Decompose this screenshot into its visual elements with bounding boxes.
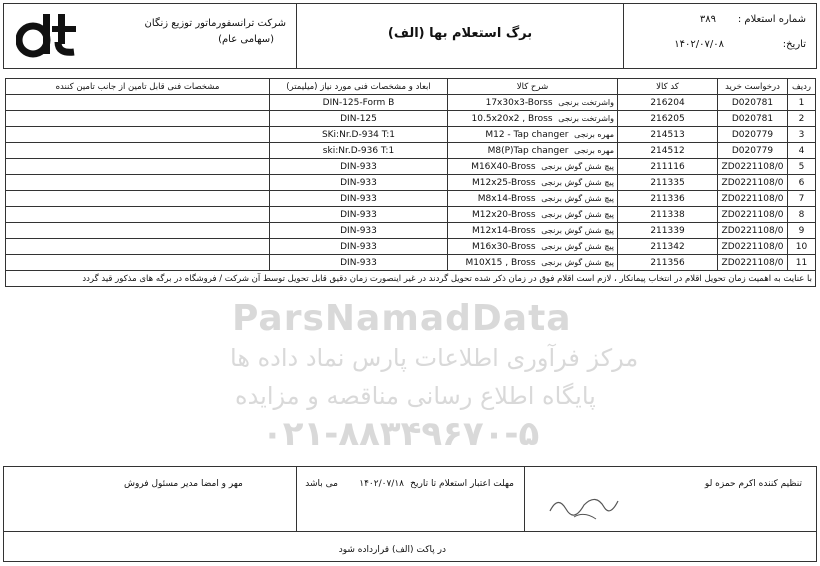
table-row (6, 127, 816, 143)
supplier-spec-cell (6, 143, 270, 159)
description-latin: 17x30x3-Borss (485, 97, 553, 108)
table-row (6, 95, 816, 111)
item-code-cell: 216205 (618, 111, 718, 127)
table-row (6, 255, 816, 271)
item-code-cell: 211338 (618, 207, 718, 223)
signature (544, 485, 624, 525)
supplier-spec-cell (6, 95, 270, 111)
description-persian: پیچ شش گوش برنجی (541, 209, 614, 219)
supplier-spec-cell (6, 191, 270, 207)
item-code-cell: 211356 (618, 255, 718, 271)
required-spec-cell: DIN-933 (270, 159, 448, 175)
item-code-cell: 211339 (618, 223, 718, 239)
purchase-request-cell: ZD0221108/0 (718, 175, 788, 191)
item-code-cell: 211336 (618, 191, 718, 207)
description-latin: M10X15 , Bross (465, 257, 536, 268)
table-row (6, 111, 816, 127)
note-row (6, 271, 816, 287)
col-header-item-code: کد کالا (618, 79, 718, 95)
purchase-request-cell: D020779 (718, 127, 788, 143)
description-latin: 10.5x20x2 , Bross (471, 113, 553, 124)
required-spec-cell: DIN-125 (270, 111, 448, 127)
row-number-cell: 6 (788, 175, 816, 191)
row-number-cell: 4 (788, 143, 816, 159)
supplier-spec-cell (6, 223, 270, 239)
row-number-cell: 11 (788, 255, 816, 271)
row-number-cell: 8 (788, 207, 816, 223)
item-description-cell (448, 159, 618, 175)
item-code-cell: 211342 (618, 239, 718, 255)
description-persian: مهره برنجی (574, 145, 614, 155)
description-persian: مهره برنجی (574, 129, 614, 139)
required-spec-cell: DIN-933 (270, 191, 448, 207)
row-number-cell: 9 (788, 223, 816, 239)
table-row (6, 191, 816, 207)
description-latin: M16x30-Bross (472, 241, 536, 252)
description-latin: M16X40-Bross (471, 161, 536, 172)
table-row (6, 239, 816, 255)
company-logo (16, 12, 80, 60)
col-header-item-description: شرح کالا (448, 79, 618, 95)
item-code-cell: 214512 (618, 143, 718, 159)
description-persian: پیچ شش گوش برنجی (541, 241, 614, 251)
col-header-supplier-spec: مشخصات فنی قابل تامین از جانب تامین کننده (6, 79, 270, 95)
item-code-cell: 211116 (618, 159, 718, 175)
required-spec-cell: DIN-933 (270, 255, 448, 271)
required-spec-cell: ski:Nr.D-936 T:1 (270, 143, 448, 159)
stamp-label: مهر و امضا مدیر مسئول فروش (124, 479, 243, 489)
validity-label: مهلت اعتبار استعلام تا تاریخ (410, 479, 514, 489)
supplier-spec-cell (6, 159, 270, 175)
purchase-request-cell: ZD0221108/0 (718, 223, 788, 239)
watermark-line2: پایگاه اطلاع رسانی مناقصه و مزایده (235, 382, 596, 410)
description-latin: M12 - Tap changer (485, 129, 569, 140)
item-description-cell (448, 239, 618, 255)
purchase-request-cell: D020781 (718, 111, 788, 127)
description-latin: M8x14-Bross (477, 193, 536, 204)
supplier-spec-cell (6, 255, 270, 271)
description-persian: واشرتخت برنجی (558, 113, 614, 123)
item-description-cell (448, 127, 618, 143)
item-description-cell (448, 95, 618, 111)
footer-col-divider (296, 467, 297, 531)
description-latin: M12x25-Bross (472, 177, 536, 188)
date-value: ۱۴۰۲/۰۷/۰۸ (674, 39, 724, 50)
watermark-phone: ۰۲۱-۸۸۳۴۹۶۷۰-۵ (262, 414, 540, 454)
required-spec-cell: DIN-933 (270, 175, 448, 191)
description-persian: پیچ شش گوش برنجی (541, 225, 614, 235)
document-footer (3, 466, 817, 562)
row-number-cell: 5 (788, 159, 816, 175)
description-persian: واشرتخت برنجی (558, 97, 614, 107)
title-block (296, 4, 624, 68)
item-description-cell (448, 223, 618, 239)
row-number-cell: 2 (788, 111, 816, 127)
table-row (6, 223, 816, 239)
supplier-spec-cell (6, 207, 270, 223)
validity-date: ۱۴۰۲/۰۷/۱۸ (359, 479, 404, 489)
watermark-brand: ParsNamadData (232, 298, 572, 339)
supplier-spec-cell (6, 239, 270, 255)
purchase-request-cell: ZD0221108/0 (718, 191, 788, 207)
required-spec-cell: DIN-125-Form B (270, 95, 448, 111)
footer-divider (4, 531, 816, 532)
table-row (6, 207, 816, 223)
delivery-note: با عنایت به اهمیت زمان تحویل اقلام در انتخاب پیمانکار ، لازم است اقلام فوق در زمان ذکر شده تحویل گردند در غیر اینصورت زمان دقیق قابل تحویل توسط آن شرکت / فروشگاه در برگه های مذکور قید گردد (6, 271, 816, 287)
row-number-cell: 7 (788, 191, 816, 207)
table-row (6, 175, 816, 191)
row-number-cell: 10 (788, 239, 816, 255)
description-persian: پیچ شش گوش برنجی (541, 177, 614, 187)
table-header-row (6, 79, 816, 95)
description-persian: پیچ شش گوش برنجی (541, 161, 614, 171)
form-title: برگ استعلام بها (الف) (387, 26, 533, 41)
document-header (3, 3, 817, 69)
table-body (6, 95, 816, 271)
purchase-request-cell: ZD0221108/0 (718, 207, 788, 223)
description-latin: M8(P)Tap changer (487, 145, 569, 156)
supplier-spec-cell (6, 175, 270, 191)
company-type: (سهامی عام) (218, 34, 274, 45)
item-code-cell: 211335 (618, 175, 718, 191)
required-spec-cell: DIN-933 (270, 239, 448, 255)
prepared-by: تنظیم کننده اکرم حمزه لو (704, 479, 802, 489)
footer-col-divider (524, 467, 525, 531)
item-description-cell (448, 111, 618, 127)
item-description-cell (448, 207, 618, 223)
company-block (4, 4, 296, 68)
item-description-cell (448, 175, 618, 191)
inquiry-number-label: شماره استعلام : (737, 14, 806, 25)
col-header-required-spec: ابعاد و مشخصات فنی مورد نیاز (میلیمتر) (270, 79, 448, 95)
date-label: تاریخ: (782, 39, 806, 50)
item-code-cell: 214513 (618, 127, 718, 143)
description-latin: M12x14-Bross (472, 225, 536, 236)
row-number-cell: 3 (788, 127, 816, 143)
inquiry-number: ۳۸۹ (699, 14, 716, 25)
required-spec-cell: DIN-933 (270, 207, 448, 223)
purchase-request-cell: ZD0221108/0 (718, 239, 788, 255)
purchase-request-cell: ZD0221108/0 (718, 255, 788, 271)
col-header-purchase-request: درخواست خرید (718, 79, 788, 95)
watermark-line1: مرکز فرآوری اطلاعات پارس نماد داده ها (230, 344, 639, 372)
row-number-cell: 1 (788, 95, 816, 111)
envelope-note: در پاکت (الف) قرارداده شود (338, 545, 446, 555)
description-latin: M12x20-Bross (472, 209, 536, 220)
item-code-cell: 216204 (618, 95, 718, 111)
description-persian: پیچ شش گوش برنجی (541, 193, 614, 203)
inquiry-table (5, 78, 816, 287)
item-description-cell (448, 255, 618, 271)
purchase-request-cell: ZD0221108/0 (718, 159, 788, 175)
required-spec-cell: DIN-933 (270, 223, 448, 239)
description-persian: پیچ شش گوش برنجی (541, 257, 614, 267)
inquiry-info (624, 4, 816, 68)
item-description-cell (448, 191, 618, 207)
item-description-cell (448, 143, 618, 159)
supplier-spec-cell (6, 111, 270, 127)
purchase-request-cell: D020781 (718, 95, 788, 111)
supplier-spec-cell (6, 127, 270, 143)
purchase-request-cell: D020779 (718, 143, 788, 159)
table-row (6, 159, 816, 175)
required-spec-cell: SKi:Nr.D-934 T:1 (270, 127, 448, 143)
company-name: شرکت ترانسفورماتور توزیع زنگان (144, 18, 286, 29)
validity-suffix: می باشد (305, 479, 338, 489)
table-row (6, 143, 816, 159)
col-header-row-number: ردیف (788, 79, 816, 95)
